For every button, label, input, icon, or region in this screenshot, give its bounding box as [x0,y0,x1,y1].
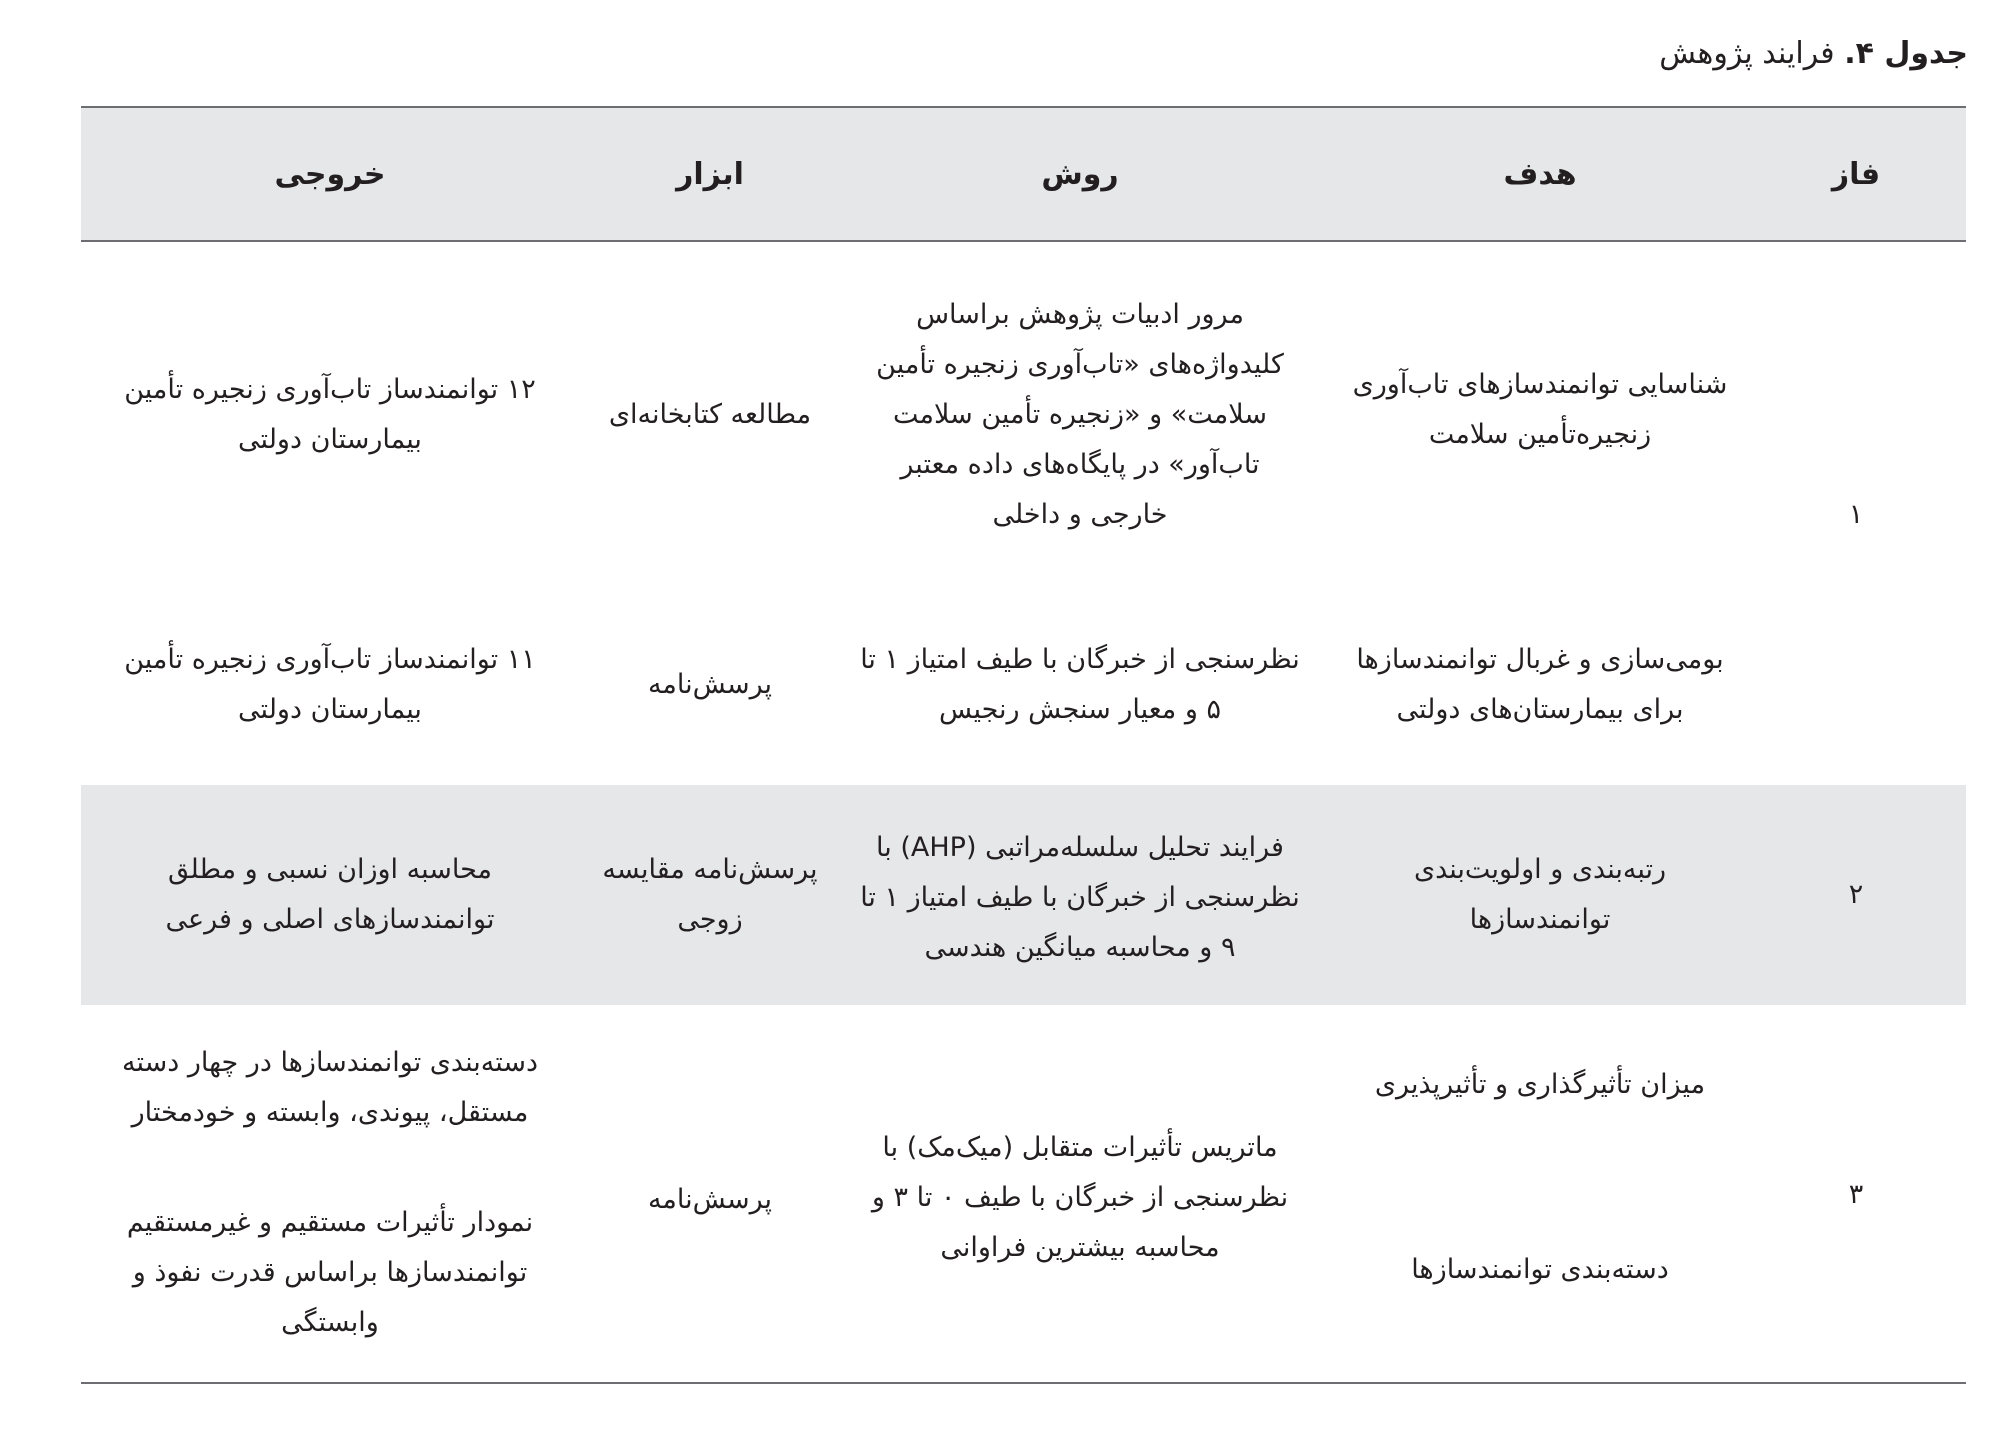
row1-output [95,360,565,470]
row4-goal-b-line: دسته‌بندی توانمندسازها [1411,1254,1669,1285]
row4-goal-a-line: میزان تأثیرگذاری و تأثیرپذیری [1374,1069,1706,1100]
row3-goal-line: رتبه‌بندی و اولویت‌بندی [1413,854,1667,885]
row2-output-line: ۱۱ توانمندساز تاب‌آوری زنجیره تأمین [124,644,536,675]
row1-goal-line: زنجیره‌تأمین سلامت [1428,419,1652,450]
table-caption-title: فرایند پژوهش [1659,36,1835,71]
row3-goal-line: توانمندسازها [1469,904,1611,935]
row4-goal-a [1330,1050,1750,1120]
row2-tool-line: پرسش‌نامه [647,669,773,700]
row2-goal-line: برای بیمارستان‌های دولتی [1396,694,1684,725]
row4-tool [590,1165,830,1235]
row4-output-a-line: دسته‌بندی توانمندسازها در چهار دسته [121,1047,539,1078]
row3-tool-line: پرسش‌نامه مقایسه [602,854,818,885]
row3-method-line: فرایند تحلیل سلسله‌مراتبی (AHP) با [876,831,1284,863]
row3-output [95,840,565,950]
row3-tool [590,840,830,950]
header-goal: هدف [1503,156,1577,192]
row4-goal-b [1330,1235,1750,1305]
row2-output [95,630,565,740]
row2-tool [590,650,830,720]
row3-tool-line: زوجی [677,904,743,935]
row2-method [850,630,1310,740]
row4-method-line: محاسبه بیشترین فراوانی [940,1231,1220,1263]
row1-method-line: کلیدواژه‌های «تاب‌آوری زنجیره تأمین [876,349,1284,380]
row2-method-line: نظرسنجی از خبرگان با طیف امتیاز ۱ تا [860,644,1300,675]
header-output: خروجی [274,156,386,192]
row4-tool-line: پرسش‌نامه [647,1184,773,1215]
row1-goal-line: شناسایی توانمندسازهای تاب‌آوری [1352,369,1728,400]
row4-output-a-line: مستقل، پیوندی، وابسته و خودمختار [131,1097,529,1128]
row2-goal [1330,630,1750,740]
row3-method-line: نظرسنجی از خبرگان با طیف امتیاز ۱ تا [860,881,1300,913]
row4-method-line: ماتریس تأثیرات متقابل (میک‌مک) با [882,1131,1278,1163]
row1-goal [1330,345,1750,475]
row2-method-line: ۵ و معیار سنجش رنجیس [939,694,1221,725]
row4-output-a [95,1033,565,1143]
table-caption-label: جدول ۴. [1844,36,1968,71]
row1-tool [590,380,830,450]
row3-method [850,820,1310,975]
phase-2: ۲ [1848,879,1864,910]
header-method: روش [1041,156,1119,192]
table-bottom-rule [81,1382,1966,1384]
row2-goal-line: بومی‌سازی و غربال توانمندسازها [1356,644,1724,675]
row4-method [850,1120,1310,1275]
row4-output-b-line: توانمندسازها براساس قدرت نفوذ و [132,1256,528,1288]
row3-method-line: ۹ و محاسبه میانگین هندسی [924,931,1236,963]
row4-output-b-line: نمودار تأثیرات مستقیم و غیرمستقیم [126,1206,534,1238]
row1-method [850,285,1310,545]
row1-output-line: بیمارستان دولتی [238,424,422,455]
table-caption [1659,36,1968,71]
header-tool: ابزار [676,156,744,192]
row1-method-line: خارجی و داخلی [992,499,1168,530]
row1-output-line: ۱۲ توانمندساز تاب‌آوری زنجیره تأمین [124,374,536,405]
row4-output-b-line: وابستگی [281,1306,379,1338]
row3-goal [1330,840,1750,950]
row4-method-line: نظرسنجی از خبرگان با طیف ۰ تا ۳ و [871,1181,1289,1213]
row3-output-line: محاسبه اوزان نسبی و مطلق [168,854,492,885]
phase-3: ۳ [1848,1179,1864,1210]
row1-method-line: سلامت» و «زنجیره تأمین سلامت [893,399,1267,430]
row4-output-b [95,1195,565,1350]
header-phase: فاز [1831,156,1881,192]
row1-tool-line: مطالعه کتابخانه‌ای [608,399,812,430]
row3-output-line: توانمندسازهای اصلی و فرعی [165,904,495,935]
row2-output-line: بیمارستان دولتی [238,694,422,725]
row1-method-line: تاب‌آور» در پایگاه‌های داده معتبر [900,449,1260,480]
row1-method-line: مرور ادبیات پژوهش براساس [916,299,1244,330]
phase-1: ۱ [1848,499,1864,530]
